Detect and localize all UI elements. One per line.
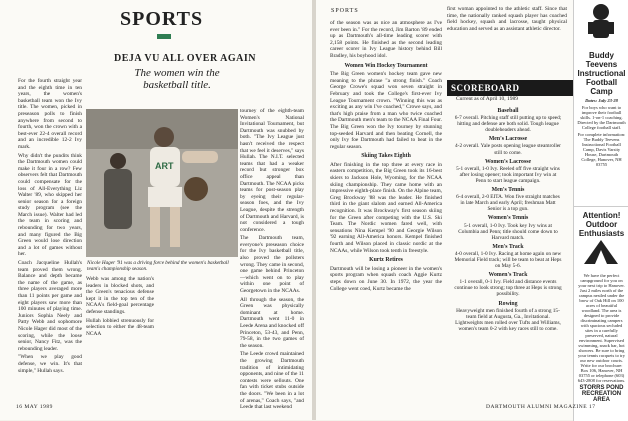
left-column-1 [18,78,82,376]
storrs-pond-ad [573,206,628,421]
score-sport: Rowing [498,300,518,307]
camp-title: Buddy Teevens Instructional Football Camp [577,51,626,96]
photo-caption: Nicole Hager '91 was a driving force behind the women's basketball team's championship season. [87,260,229,272]
right-page [316,0,628,420]
paragraph: Why didn't the pundits think the Dartmouth women could make it four in a row? Few observers felt that Dartmouth could compensate for the loss of All-Everything Liz Walter '89, who skipped her senior season for a foreign study program (see the March issue). Walter had led the team in scoring and rebounding for two years, and many figured the Big Green would lose direction and a lot of games without her. [18,152,82,258]
left-column-2-bottom [86,276,154,339]
svg-text:ART: ART [155,161,174,171]
scoreboard-list [454,106,562,335]
score-text: 5-1 overall, 1-0 Ivy. Reeled off five straight wins after losing opener; took important Ivy win at Penn to start league campaign. [456,165,560,184]
subhead-skiing: Skiing Takes Eighth [361,153,411,160]
storrs-logo: STORRS POND RECREATION AREA [579,385,624,403]
page-folio-left: 16 MAY 1989 [16,404,53,410]
scoreboard-date: Current as of April 10, 1989 [456,96,519,102]
score-sport: Baseball [497,108,519,114]
outdoor-body: We have the perfect campground for you on your next trip to Hanover. Just 2 miles north of the campus nestled under the brow of Oak Hill on 100 acres of beautiful woodland. The area is designed to provide discriminating campers with spacious secluded sites in a carefully preserved, natural environment. Supervised swimming, snack bar, hot showers. Be sure to bring your tennis racquets to try our new outdoor courts. Write for our brochure: Box 106, Hanover, NH 03755 or telephone (603) 643-2808 for reservations. [577,273,626,383]
score-text: 4-0 overall, 1-0 Ivy. Racing at home again on new Memorial Field track; will be team to beat at Heps on May 5-6. [454,250,562,270]
score-sport: Men's Track [492,243,524,250]
score-text: 6-7 overall. Pitching staff still putting up to speed; hitting and defense are both solid. Tough league doubleheaders ahead. [454,115,562,134]
paragraph: After finishing in the top three at every race in eastern competition, the Big Green took its 16-best skiers to Jackson Hole, Wyoming, for the NCAA skiing championship. They came home with an impressive eighth-place finish. On the Alpine team, Greg Brockway '88 was the leader. He finished third in the giant slalom and earned All-America recognition. It was Brockway's first season skiing for the Green after competing with the U.S. Ski Team. The Nordic women fared well, with sensations Nina Kempel '90 and Georgie Wilson '92 earning All-America honors. Kempel finished fourth and Wilson placed in classic nordic at the NCAAs, while Wilson took tenth in freestyle. [330,161,442,254]
page-folio-right: DARTMOUTH ALUMNI MAGAZINE 17 [486,404,596,410]
paragraph: Webb was among the nation's leaders in blocked shots, and the Green's tenacious defense kept it in the top ten of the NCAA's field-goal percentage defense standings. [86,276,154,315]
camp-contact: For complete information: The Buddy Teevens Instructional Football Camp, Davis Varsity House, Dartmouth College, Hanover, NH 03755 [577,132,626,167]
score-text: 5-1 overall, 1-0 Ivy. Took key Ivy wins at Columbia and Penn; title should come down to Harvard match. [458,222,558,241]
paragraph: of the season was as nice an atmosphere as I've ever been in." For the record, Jim Barton '89 ended up as Dartmouth's all-time leading scorer with 2,158 points. He finished as the second leading career scorer in Ivy League history behind Bill Bradley, his boyhood idol. [330,20,442,59]
section-accent-bar [157,34,171,39]
subhead-hockey: Women Win Hockey Tournament [344,62,428,69]
score-text: Heavyweight men finished fourth of a strong 15-team field at Augusta, Ga., Invitational. Lightweights men rolled over Tufts and Williams, women's team 0-2 with key races still to come. [455,307,561,332]
article-headline: DEJA VU ALL OVER AGAIN [114,53,256,64]
score-sport: Men's Tennis [491,187,525,194]
paragraph: Dartmouth will be losing a pioneer in the women's sports program when squash coach Aggie Kurtz steps down on June 30. In 1972, the year the College went coed, Kurtz became the [330,265,442,292]
score-text: 6-4 overall, 2-0 EITA. Won five straight matches in late March and early April; freshman Matt Senior is a top gun. [456,194,560,213]
paragraph: The Leede crowd maintained the growing Dartmouth tradition of intimidating opponents, and nine of the 11 contests were sellouts. One fan with ticket stubs outside the doors. "We been in a lot of arenas," Coach says, "and Leede that last weekend [240,351,304,411]
paragraph: The Dartmouth team, everyone's preseason choice for the Ivy basketball title, also proved the pollsters wrong. They came in second, one game behind Princeton—which went on to play within one point of Georgetown in the NCAAs. [240,235,304,295]
right-column-1 [330,20,442,294]
paragraph: The Big Green women's hockey team gave new meaning to the phrase "a strong finish." Coach George Crowe's squad won seven straight in February and took the College's first-ever Ivy League Tournament crown. "Winning this was as exciting as any win I've coached," Crowe says, and that's high praise from a man who twice coached the Dartmouth men's team to the NCAA Final Four. The Big Green won the Ivy tourney by stunning top-seeded Harvard and then beating Cornell, the only Ivy foe Dartmouth had failed to beat in the regular season. [330,71,442,150]
article-deck: The women win the basketball title. [134,67,220,91]
tent-icon [574,238,628,266]
score-sport: Women's Lacrosse [484,158,532,165]
paragraph: Coach Jacqueline Hullah's team proved them wrong. Balance and depth became the name of the game, as three players averaged more than 11 points per game and eight players saw more than 100 minutes of playing time. Juniors Sophia Neely and Patty Webb and sophomore Nicole Hager did most of the scoring, while the loose senior, Nancy Fitz, was the rebounding leader. [18,260,82,352]
scoreboard-banner: SCOREBOARD [447,80,575,96]
score-sport: Men's Lacrosse [488,136,528,143]
score-text: 4-2 overall. Yale posts opening league steamroller still to come. [455,143,561,156]
left-column-3 [240,108,304,413]
football-player-icon [574,0,628,46]
football-camp-ad [573,0,628,206]
paragraph: first woman appointed to the athletic staff. Since that time, the nationally ranked squash player has coached field hockey, squash and lacrosse, taught physical education and served as an assistant athletic director. [447,6,567,32]
camp-dates: Dates: July 23-28 [585,98,618,103]
paragraph: "When we play good defense, we win. It's that simple," Hullah says. [18,354,82,374]
paragraph: tourney of the eighth-team Women's National Invitational Tournament, but Dartmouth was snubbed by both. "The Ivy League just hasn't received the respect that we feel it deserves," says Hullah. The N.I.T. selected teams that had a weaker record but stronger box office appeal than Dartmouth. The NCAA picks teams for post-season play by eyeing their regular-season foes, and the Ivy League, despite the strength of Dartmouth and Harvard, is not considered a tough conference. [240,108,304,233]
section-label: SPORTS [331,8,359,14]
score-text: 1-1 overall, 0-1 Ivy. Field and distance events continue to look strong; top three at Heps is strong possibility. [454,279,562,298]
camp-body: For boys who want to improve their football skills. 1-on-1 coaching. Directed by the Dartmouth College football staff. [577,105,626,130]
outdoor-title: Attention! Outdoor Enthusiasts [578,211,625,238]
subhead-kurtz: Kurtz Retires [369,257,403,264]
right-column-2-top [447,6,567,34]
score-sport: Women's Tennis [487,215,529,222]
section-title: SPORTS [120,8,204,30]
paragraph: Hullah lobbied strenuously for selection to either the 48-team NCAA [86,317,154,337]
paragraph: For the fourth straight year and the eighth time in ten years, the women's basketball team won the Ivy title. The women, picked in preseason polls to finish anywhere from second to fourth, won the crown with a best-ever 22-4 overall record and an incredible 12-2 Ivy mark. [18,78,82,150]
basketball-photo [86,109,238,257]
paragraph: All through the season, the Green was physically dominant at home. Dartmouth went 11-0 in Leede Arena and knocked off Princeton, 53-43, and Penn, 79-58, in the two games of the season. [240,296,304,349]
left-page [0,0,312,420]
score-sport: Women's Track [488,272,528,279]
